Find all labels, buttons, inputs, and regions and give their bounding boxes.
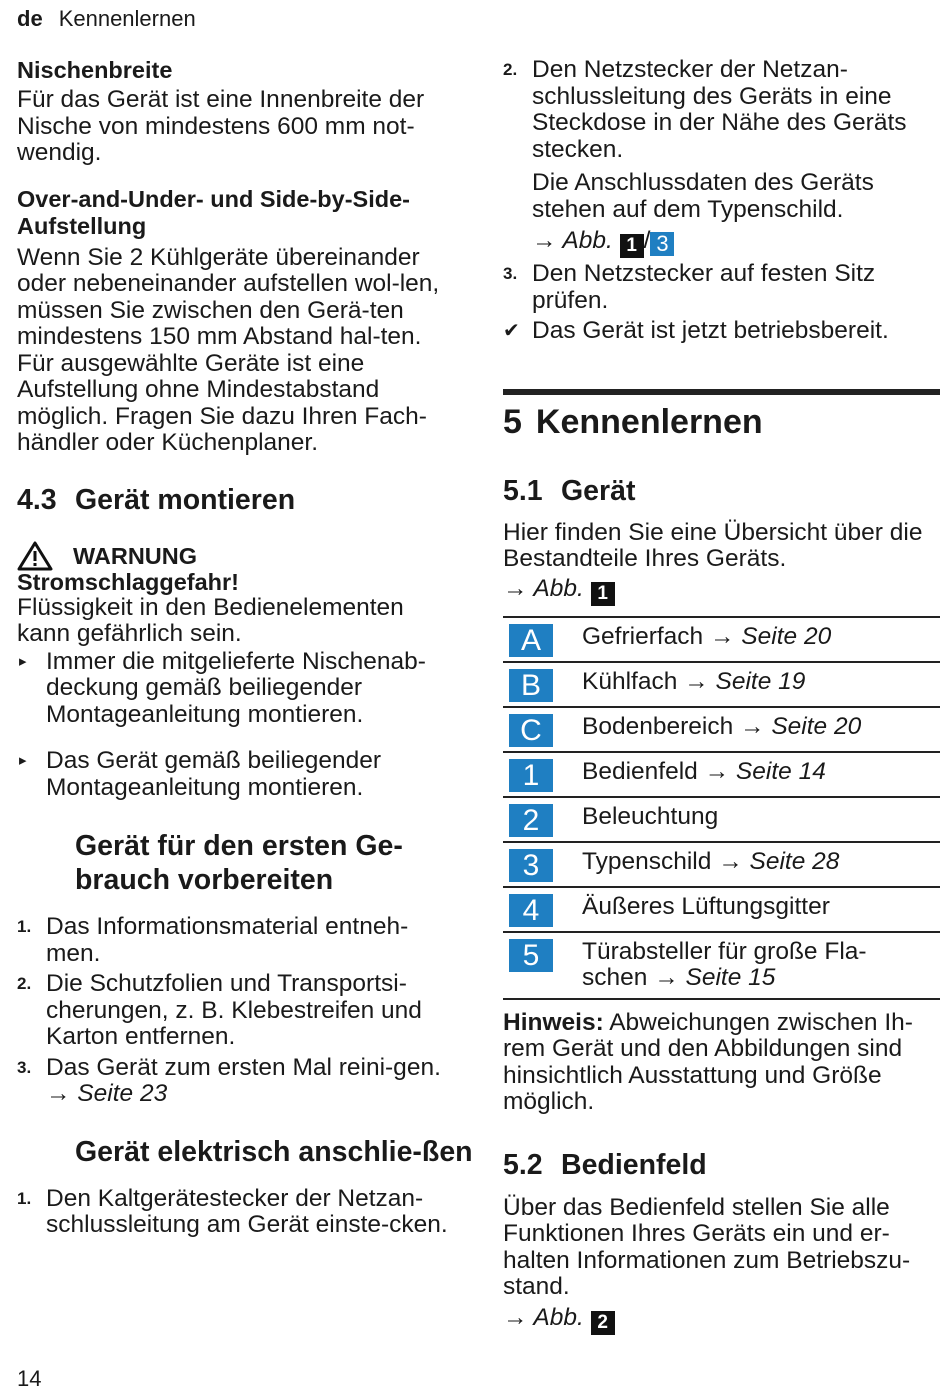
chapter-title: Kennenlernen [535, 402, 763, 441]
page-reference-link[interactable]: → Seite 28 [718, 847, 840, 875]
table-row: 5 Türabsteller für große Fla-schen → Seite 15 [503, 932, 940, 999]
section-number: 4.3 [17, 483, 57, 516]
section-title: Gerät für den ersten Ge-brauch vorbereiten [75, 830, 403, 896]
table-row: A Gefrierfach → Seite 20 [503, 617, 940, 662]
page-reference-link[interactable]: → Seite 14 [704, 757, 826, 785]
checkmark-icon: ✔ [503, 320, 520, 342]
section-number: 5.2 [503, 1148, 543, 1181]
list-item: 3. Das Gerät zum ersten Mal reini-gen. → Seite 23 [17, 1053, 441, 1107]
nischenbreite-text: Für das Gerät ist eine Innenbreite der Nische von mindestens 600 mm not-wendig. [17, 86, 425, 166]
part-key-badge: 1 [509, 759, 553, 792]
figure-reference-link[interactable]: → Abb. [532, 227, 613, 254]
list-item: 2. Die Schutzfolien und Transportsi-cherungen, z. B. Klebestreifen und Karton entfernen. [17, 970, 422, 1050]
table-row: C Bodenbereich → Seite 20 [503, 707, 940, 752]
page-header [17, 6, 196, 32]
right-column [503, 57, 940, 1335]
hint-paragraph [503, 1010, 940, 1116]
page-reference-link[interactable]: → Seite 19 [684, 667, 806, 695]
page-reference-link[interactable]: → Seite 20 [710, 622, 832, 650]
list-item: 3. Den Netzstecker auf festen Sitz prüfen. [503, 260, 876, 314]
section-5-1-intro: Hier finden Sie eine Übersicht über die Bestandteile Ihres Geräts. [503, 518, 923, 572]
part-key-badge: A [509, 624, 553, 657]
chapter-number: 5 [503, 402, 522, 441]
part-key-badge: 4 [509, 894, 553, 927]
figure-number-box: 2 [591, 1311, 615, 1335]
figure-reference-link[interactable]: → Abb. [503, 574, 584, 602]
figure-number-box-blue: 3 [650, 232, 674, 256]
section-number: 5.1 [503, 474, 543, 507]
parts-table [503, 616, 940, 1000]
nischenbreite-heading: Nischenbreite [17, 57, 173, 83]
table-row: 3 Typenschild → Seite 28 [503, 842, 940, 887]
list-item: 2. Den Netzstecker der Netzan-schlussleitung des Geräts in eine Steckdose in der Nähe des Geräts stecken. [503, 56, 907, 163]
part-key-badge: B [509, 669, 553, 702]
part-key-badge: 3 [509, 849, 553, 882]
page-reference-link[interactable]: → Seite 23 [46, 1080, 168, 1107]
list-item: 1. Den Kaltgerätestecker der Netzan-schlussleitung am Gerät einste-cken. [17, 1184, 448, 1238]
part-key-badge: 5 [509, 939, 553, 972]
page-reference-link[interactable]: → Seite 20 [740, 712, 862, 740]
section-5-2-figure-ref [503, 1305, 940, 1335]
result-item: ✔ Das Gerät ist jetzt betriebsbereit. [503, 317, 889, 344]
section-number [17, 1135, 75, 1169]
table-row: 1 Bedienfeld → Seite 14 [503, 752, 940, 797]
chapter-divider [503, 389, 940, 395]
section-4-5-heading [17, 1135, 507, 1169]
steps-list [17, 914, 457, 1108]
bullet-triangle-icon: ▸ [19, 752, 27, 769]
figure-number-box: 1 [591, 582, 615, 606]
table-row: 4 Äußeres Lüftungsgitter [503, 887, 940, 932]
running-title: Kennenlernen [58, 6, 196, 31]
warning-text: Flüssigkeit in den Bedienelementen kann gefährlich sein. [17, 593, 404, 647]
figure-number-box: 1 [620, 234, 644, 258]
bullet-triangle-icon: ▸ [19, 652, 27, 670]
section-4-3-heading [17, 483, 457, 517]
warning-bullet: ▸ Das Gerät gemäß beiliegender Montageanleitung montieren. [19, 747, 382, 801]
hint-label: Hinweis: [503, 1008, 604, 1036]
step-2-figure-ref [503, 228, 940, 258]
section-title: Gerät montieren [75, 483, 296, 516]
aufstellung-text: Wenn Sie 2 Kühlgeräte übereinander oder nebeneinander aufstellen wol-len, müssen Sie zwischen den Gerä-ten mindestens 150 mm Abstand hal-ten. Für ausgewählte Geräte ist eine Aufstellung ohne Mindestabstand möglich. Fragen Sie dazu Ihren Fach-händler oder Küchenplaner. [17, 243, 440, 456]
section-5-1-figure-ref [503, 576, 940, 606]
hint-text: Abweichungen zwischen Ih-rem Gerät und den Abbildungen sind hinsichtlich Ausstattung und Größe möglich. [503, 1008, 913, 1115]
figure-reference-link[interactable]: → Abb. [503, 1303, 584, 1331]
warning-bullet: ▸ Immer die mitgelieferte Nischenab-deckung gemäß beiliegender Montageanleitung montieren. [19, 647, 426, 728]
list-item: 1. Das Informationsmaterial entneh-men. [17, 913, 409, 967]
section-5-2-text: Über das Bedienfeld stellen Sie alle Funktionen Ihres Geräts ein und er-halten Informationen zum Betriebszu-stand. [503, 1193, 911, 1300]
warning-label: WARNUNG [73, 542, 198, 569]
step-2-note: Die Anschlussdaten des Geräts stehen auf dem Typenschild. [532, 169, 874, 223]
table-row: B Kühlfach → Seite 19 [503, 662, 940, 707]
chapter-5-heading [503, 402, 940, 442]
section-title: Bedienfeld [561, 1148, 707, 1181]
separator: / [643, 227, 651, 254]
warning-title: Stromschlaggefahr! [17, 568, 239, 595]
part-key-badge: C [509, 714, 553, 747]
page-number: 14 [17, 1366, 42, 1391]
warning-label-row [17, 541, 457, 569]
section-title: Gerät elektrisch anschlie-ßen [75, 1135, 473, 1168]
section-4-4-heading [17, 829, 495, 897]
language-code: de [17, 6, 43, 31]
aufstellung-heading: Over-and-Under- und Side-by-Side-Aufstellung [17, 185, 410, 239]
section-5-2-heading [503, 1148, 940, 1182]
page-reference-link[interactable]: → Seite 15 [654, 964, 776, 991]
part-key-badge: 2 [509, 804, 553, 837]
warning-box [17, 541, 457, 802]
left-column [17, 57, 473, 1239]
section-5-1-heading [503, 474, 940, 508]
section-title: Gerät [561, 474, 636, 507]
section-number [17, 829, 75, 863]
table-row: 2 Beleuchtung [503, 797, 940, 842]
